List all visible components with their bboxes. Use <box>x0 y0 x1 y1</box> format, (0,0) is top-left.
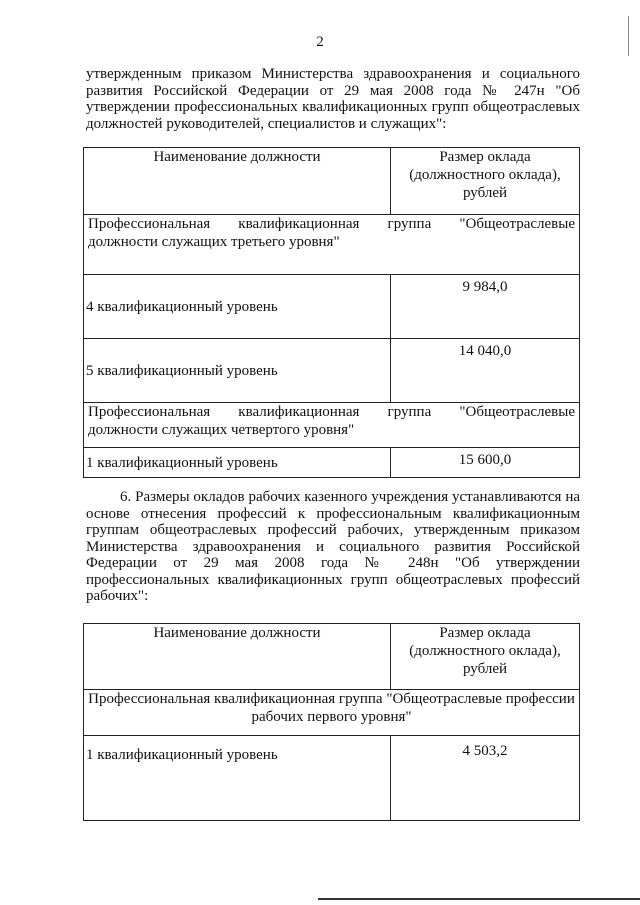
table-row <box>84 736 580 821</box>
page-number: 2 <box>316 34 324 50</box>
qualification-group-title: Профессиональная квалификационная группа "Общеотраслевые профессии рабочих первого уровня" <box>84 690 580 736</box>
table-row <box>84 448 580 478</box>
group-row <box>84 215 580 275</box>
salary-table-employees <box>83 147 580 478</box>
salary-table-workers <box>83 623 580 821</box>
level-salary: 14 040,0 <box>391 339 580 403</box>
table-row <box>84 275 580 339</box>
level-name: 1 квалификационный уровень <box>84 736 391 821</box>
level-name: 4 квалификационный уровень <box>84 275 391 339</box>
section-6-paragraph: 6. Размеры окладов рабочих казенного учреждения устанавливаются на основе отнесения профессий к профессиональным квалификационным группам общеотраслевых профессий рабочих, утвержденным приказом Министерства здравоохранения и социального развития Российской Федерации от 29 мая 2008 года № 248н "Об утверждении профессиональных квалификационных групп общеотраслевых профессий рабочих": <box>86 489 580 604</box>
header-position-name: Наименование должности <box>84 624 391 690</box>
bottom-rule <box>318 898 640 900</box>
header-salary: Размер оклада (должностного оклада), рублей <box>391 624 580 690</box>
table-header-row <box>84 148 580 215</box>
header-salary: Размер оклада (должностного оклада), рублей <box>391 148 580 215</box>
group-row <box>84 403 580 448</box>
level-name: 5 квалификационный уровень <box>84 339 391 403</box>
level-salary: 15 600,0 <box>391 448 580 478</box>
level-salary: 9 984,0 <box>391 275 580 339</box>
table-header-row <box>84 624 580 690</box>
scan-edge-mark <box>628 16 629 56</box>
table-row <box>84 339 580 403</box>
intro-paragraph: утвержденным приказом Министерства здравоохранения и социального развития Российской Федерации от 29 мая 2008 года № 247н "Об утверждении профессиональных квалификационных групп общеотраслевых должностей руководителей, специалистов и служащих": <box>86 66 580 132</box>
level-salary: 4 503,2 <box>391 736 580 821</box>
header-position-name: Наименование должности <box>84 148 391 215</box>
qualification-group-title: Профессиональная квалификационная группа "Общеотраслевые должности служащих третьего уровня" <box>84 215 580 275</box>
level-name: 1 квалификационный уровень <box>84 448 391 478</box>
qualification-group-title: Профессиональная квалификационная группа "Общеотраслевые должности служащих четвертого уровня" <box>84 403 580 448</box>
group-row <box>84 690 580 736</box>
